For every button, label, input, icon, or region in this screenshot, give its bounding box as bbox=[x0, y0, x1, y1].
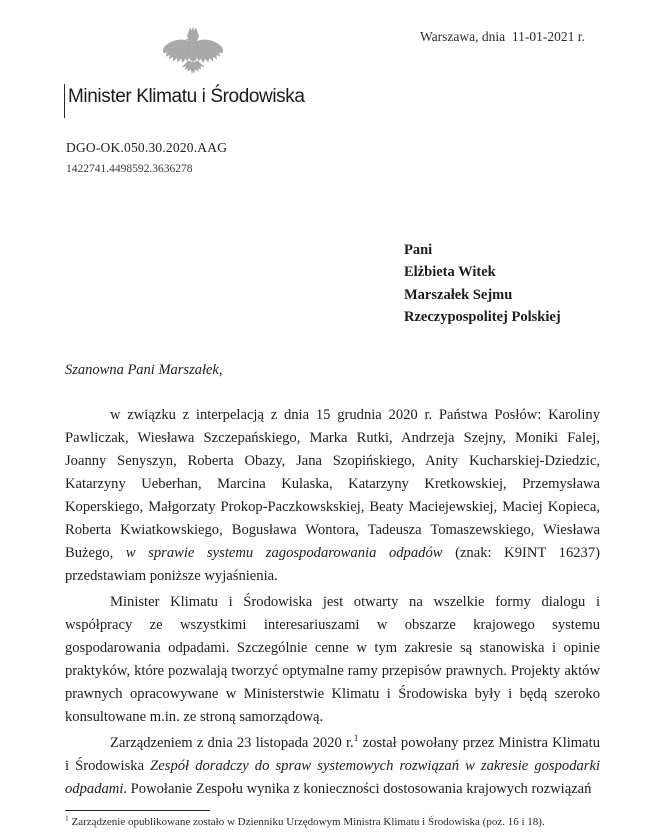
text-run-normal: . Powołanie Zespołu wynika z konieczności dostosowania krajowych rozwiązań bbox=[123, 781, 592, 797]
salutation: Szanowna Pani Marszałek, bbox=[65, 362, 223, 378]
text-run-normal: został powołany przez Ministra Klimatu i Środowiska bbox=[65, 735, 600, 774]
paragraph bbox=[65, 732, 600, 801]
text-cursor bbox=[64, 84, 65, 118]
polish-eagle-emblem bbox=[160, 26, 226, 90]
letter-body bbox=[65, 404, 600, 804]
text-run-normal: (znak: K9INT 16237) przedstawiam poniższe wyjaśnienia. bbox=[65, 545, 600, 584]
text-run-normal: Minister Klimatu i Środowiska jest otwarty na wszelkie formy dialogu i współpracy ze wszystkimi interesariuszami w obszarze krajowego systemu gospodarowania odpadami. Szczególnie cenne w tym zakresie są stanowiska i opinie praktyków, które pozwalają tworzyć optymalne ramy przepisów prawnych. Projekty aktów prawnych opracowywane w Ministerstwie Klimatu i Środowiska były i będą szeroko konsultowane m.in. ze stroną samorządową. bbox=[65, 594, 600, 725]
case-id-number: 1422741.4498592.3636278 bbox=[66, 163, 193, 175]
recipient-block bbox=[404, 239, 561, 329]
footnote-text: Zarządzenie opublikowane zostało w Dzienniku Urzędowym Ministra Klimatu i Środowiska (poz. 16 i 18). bbox=[68, 816, 545, 828]
text-run-superscript: 1 bbox=[353, 734, 359, 745]
recipient-line: Rzeczypospolitej Polskiej bbox=[404, 309, 561, 326]
footnote-marker: 1 bbox=[65, 813, 69, 823]
sender-title: Minister Klimatu i Środowiska bbox=[68, 86, 305, 107]
recipient-line: Pani bbox=[404, 242, 433, 258]
recipient-line: Elżbieta Witek bbox=[404, 264, 496, 281]
polish-eagle-icon bbox=[160, 26, 226, 90]
recipient-line: Marszałek Sejmu bbox=[404, 286, 513, 303]
paragraph bbox=[65, 591, 600, 729]
text-run-italic: Zespół doradczy do spraw systemowych rozwiązań w zakresie gospodarki odpadami bbox=[65, 758, 600, 797]
paragraph bbox=[65, 404, 600, 588]
text-run-italic: w sprawie systemu zagospodarowania odpadów bbox=[125, 545, 443, 561]
reference-number: DGO-OK.050.30.2020.AAG bbox=[66, 140, 228, 155]
footnote-separator bbox=[65, 810, 210, 811]
text-run-normal: Zarządzeniem z dnia 23 listopada 2020 r. bbox=[110, 735, 354, 751]
text-run-normal: w związku z interpelacją z dnia 15 grudnia 2020 r. Państwa Posłów: Karoliny Pawliczak, Wiesława Szczepańskiego, Marka Rutki, Andrzeja Szejny, Moniki Falej, Joanny Senyszyn, Roberta Obazy, Jana Szopińskiego, Anity Kucharskiej-Dziedzic, Katarzyny Ueberhan, Marcina Kulaska, Katarzyny Kretkowskiej, Przemysława Koperskiego, Małgorzaty Prokop-Paczkowskskiej, Beaty Maciejewskiej, Maciej Kopieca, Roberta Kwiatkowskiego, Bogusława Wontora, Tadeusza Tomaszewskiego, Wiesława Bużego, bbox=[65, 407, 600, 561]
date-line: Warszawa, dnia 11-01-2021 r. bbox=[420, 29, 585, 44]
footnote bbox=[65, 813, 605, 828]
